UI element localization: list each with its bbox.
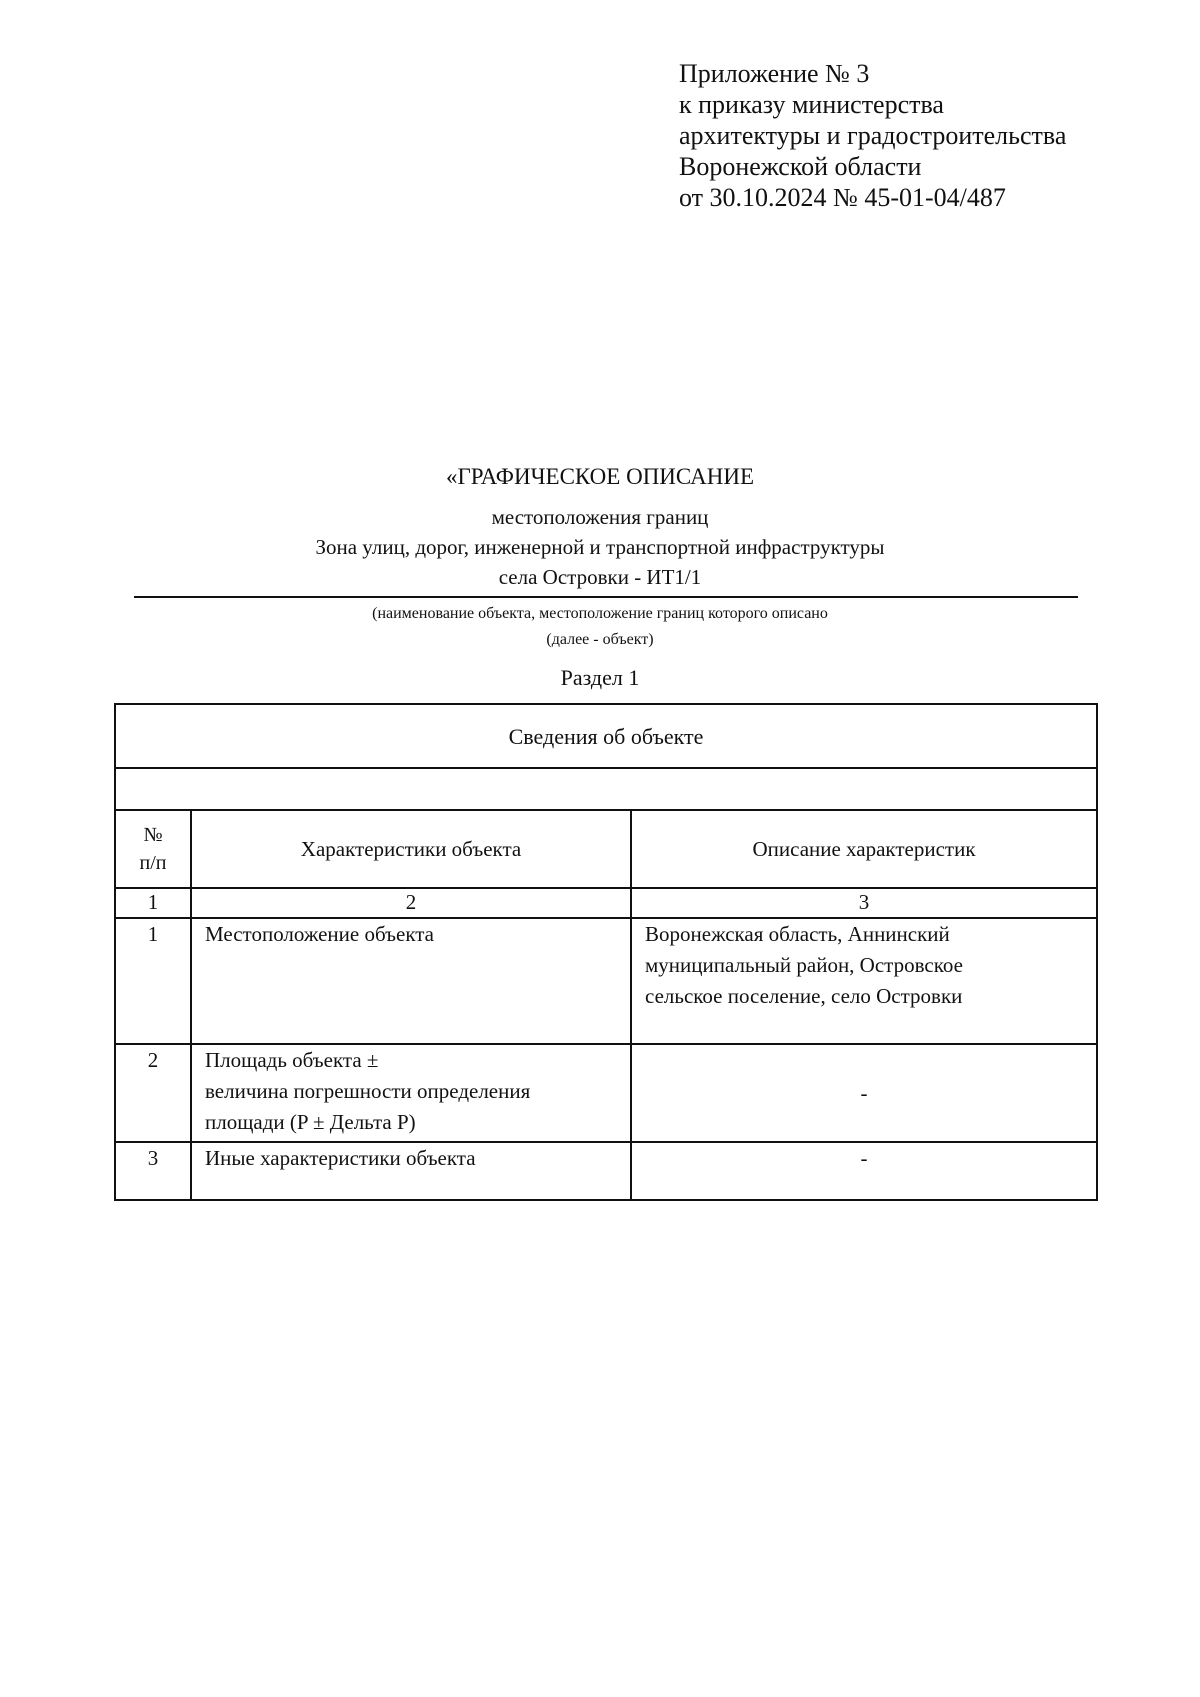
table-empty-row [115,768,1097,810]
appendix-header [679,58,1149,213]
description-line: сельское поселение, село Островки [645,984,963,1008]
characteristic-line: величина погрешности определения [205,1079,531,1103]
header-characteristics: Характеристики объекта [191,810,631,888]
object-info-table [114,703,1098,1201]
header-number [115,810,191,888]
subtitle-line: местоположения границ [491,505,709,529]
empty-cell [115,768,1097,810]
row-characteristic [191,1044,631,1142]
column-number: 2 [191,888,631,918]
header-number-line: п/п [139,852,167,874]
table-row [115,1044,1097,1142]
table-row [115,1142,1097,1200]
object-name-underline [134,596,1078,598]
appendix-line: к приказу министерства [679,90,944,119]
subtitle-line: Зона улиц, дорог, инженерной и транспортной инфраструктуры [315,535,885,559]
header-number-line: № [143,824,163,846]
description-line: муниципальный район, Островское [645,953,963,977]
row-characteristic [191,1142,631,1200]
characteristic-line: площади (P ± Дельта P) [205,1110,416,1134]
row-description: - [631,1044,1097,1142]
object-name-caption [120,601,1080,653]
table-title-row [115,704,1097,768]
document-title: «ГРАФИЧЕСКОЕ ОПИСАНИЕ [445,464,754,489]
column-number: 3 [631,888,1097,918]
header-description: Описание характеристик [631,810,1097,888]
appendix-line: от 30.10.2024 № 45-01-04/487 [679,183,1006,212]
subtitle-line: села Островки - ИТ1/1 [498,565,702,589]
row-characteristic [191,918,631,1044]
column-numbers-row [115,888,1097,918]
table-header-row [115,810,1097,888]
characteristic-line: Площадь объекта ± [205,1048,379,1072]
document-subtitle [120,502,1080,592]
row-number: 3 [115,1142,191,1200]
description-line: Воронежская область, Аннинский [645,922,950,946]
table-row [115,918,1097,1044]
column-number: 1 [115,888,191,918]
caption-line: (наименование объекта, местоположение границ которого описано [372,605,828,622]
section-title: Раздел 1 [560,665,640,690]
row-description: - [631,1142,1097,1200]
appendix-line: Воронежской области [679,152,922,181]
appendix-line: Приложение № 3 [679,59,870,88]
row-number: 2 [115,1044,191,1142]
caption-line: (далее - объект) [546,631,654,648]
characteristic-line: Иные характеристики объекта [205,1146,476,1170]
table-title: Сведения об объекте [115,704,1097,768]
appendix-line: архитектуры и градостроительства [679,121,1067,150]
row-description [631,918,1097,1044]
characteristic-line: Местоположение объекта [205,922,435,946]
row-number: 1 [115,918,191,1044]
